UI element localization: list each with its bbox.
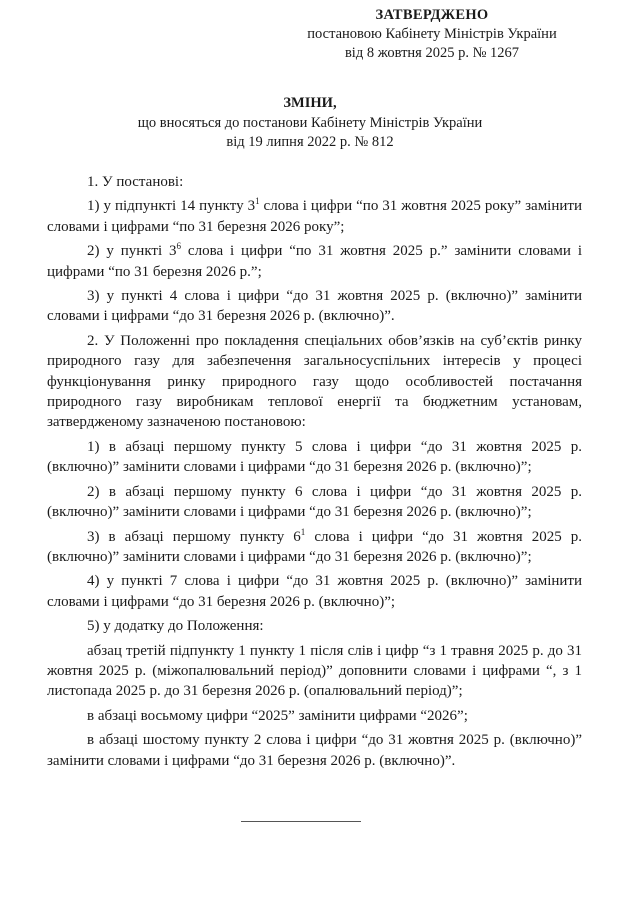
section-2-item-1: 1) в абзаці першому пункту 5 слова і цифри “до 31 жовтня 2025 р. (включно)” замінити словами і цифрами “до 31 березня 2026 р. (включно)”;: [47, 438, 582, 476]
section-2-item-5-paragraph-1: абзац третій підпункту 1 пункту 1 після слів і цифр “з 1 травня 2025 р. до 31 жовтня 2025 р. (міжопалювальний період)” доповнити словами і цифрами “, з 1 листопада 2025 р. до 31 березня 2026 р. (опалювальний період)”;: [47, 642, 582, 700]
section-2-item-5-paragraph-2: в абзаці восьмому цифри “2025” замінити цифрами “2026”;: [87, 707, 468, 724]
approval-line-2: від 8 жовтня 2025 р. № 1267: [344, 45, 520, 61]
closing-rule: [241, 821, 361, 822]
section-2-item-2: 2) в абзаці першому пункту 6 слова і цифри “до 31 жовтня 2025 р. (включно)” замінити словами і цифрами “до 31 березня 2026 р. (включно)”;: [47, 483, 582, 521]
approval-title: ЗАТВЕРДЖЕНО: [375, 7, 489, 23]
section-1-item-1: 1) у підпункті 14 пункту $3^1$ слова і цифри “по 31 жовтня 2025 року” замінити словами і цифрами “по 31 березня 2026 року”;: [47, 196, 582, 235]
approval-line-1: постановою Кабінету Міністрів України: [307, 26, 557, 42]
section-1-item-3: 3) у пункті 4 слова і цифри “до 31 жовтня 2025 р. (включно)” замінити словами і цифрами “до 31 березня 2026 р. (включно)”.: [47, 288, 582, 325]
section-2-item-4: 4) у пункті 7 слова і цифри “до 31 жовтня 2025 р. (включно)” замінити словами і цифрами “до 31 березня 2026 р. (включно)”;: [47, 573, 582, 610]
heading-line-2: від 19 липня 2022 р. № 812: [226, 134, 394, 150]
heading-title: ЗМІНИ,: [283, 95, 337, 111]
heading-line-1: що вносяться до постанови Кабінету Міністрів України: [137, 114, 483, 131]
section-2-item-3: 3) в абзаці першому пункту $6^1$ слова і цифри “до 31 жовтня 2025 р. (включно)” замінити словами і цифрами “до 31 березня 2026 р. (включно)”;: [47, 526, 582, 565]
section-1-title: 1. У постанові:: [87, 174, 184, 190]
approval-block: [282, 6, 582, 63]
document-body: [47, 172, 582, 775]
section-2-item-5: 5) у додатку до Положення:: [87, 618, 264, 635]
section-2-item-5-paragraph-3: в абзаці шостому пункту 2 слова і цифри “до 31 жовтня 2025 р. (включно)” замінити словами і цифрами “до 31 березня 2026 р. (включно)”.: [47, 732, 582, 769]
section-2-intro: 2. У Положенні про покладення спеціальних обов’язків на суб’єктів ринку природного газу для забезпечення загальносуспільних інтересів у процесі функціонування ринку природного газу щодо особливостей постачання природного газу виробникам теплової енергії та бюджетним установам, затвердженому зазначеною постановою:: [47, 332, 582, 431]
section-1-item-2: 2) у пункті $3^6$ слова і цифри “по 31 жовтня 2025 р.” замінити словами і цифрами “по 31 березня 2026 р.”;: [47, 241, 582, 280]
document-heading: [60, 94, 560, 153]
